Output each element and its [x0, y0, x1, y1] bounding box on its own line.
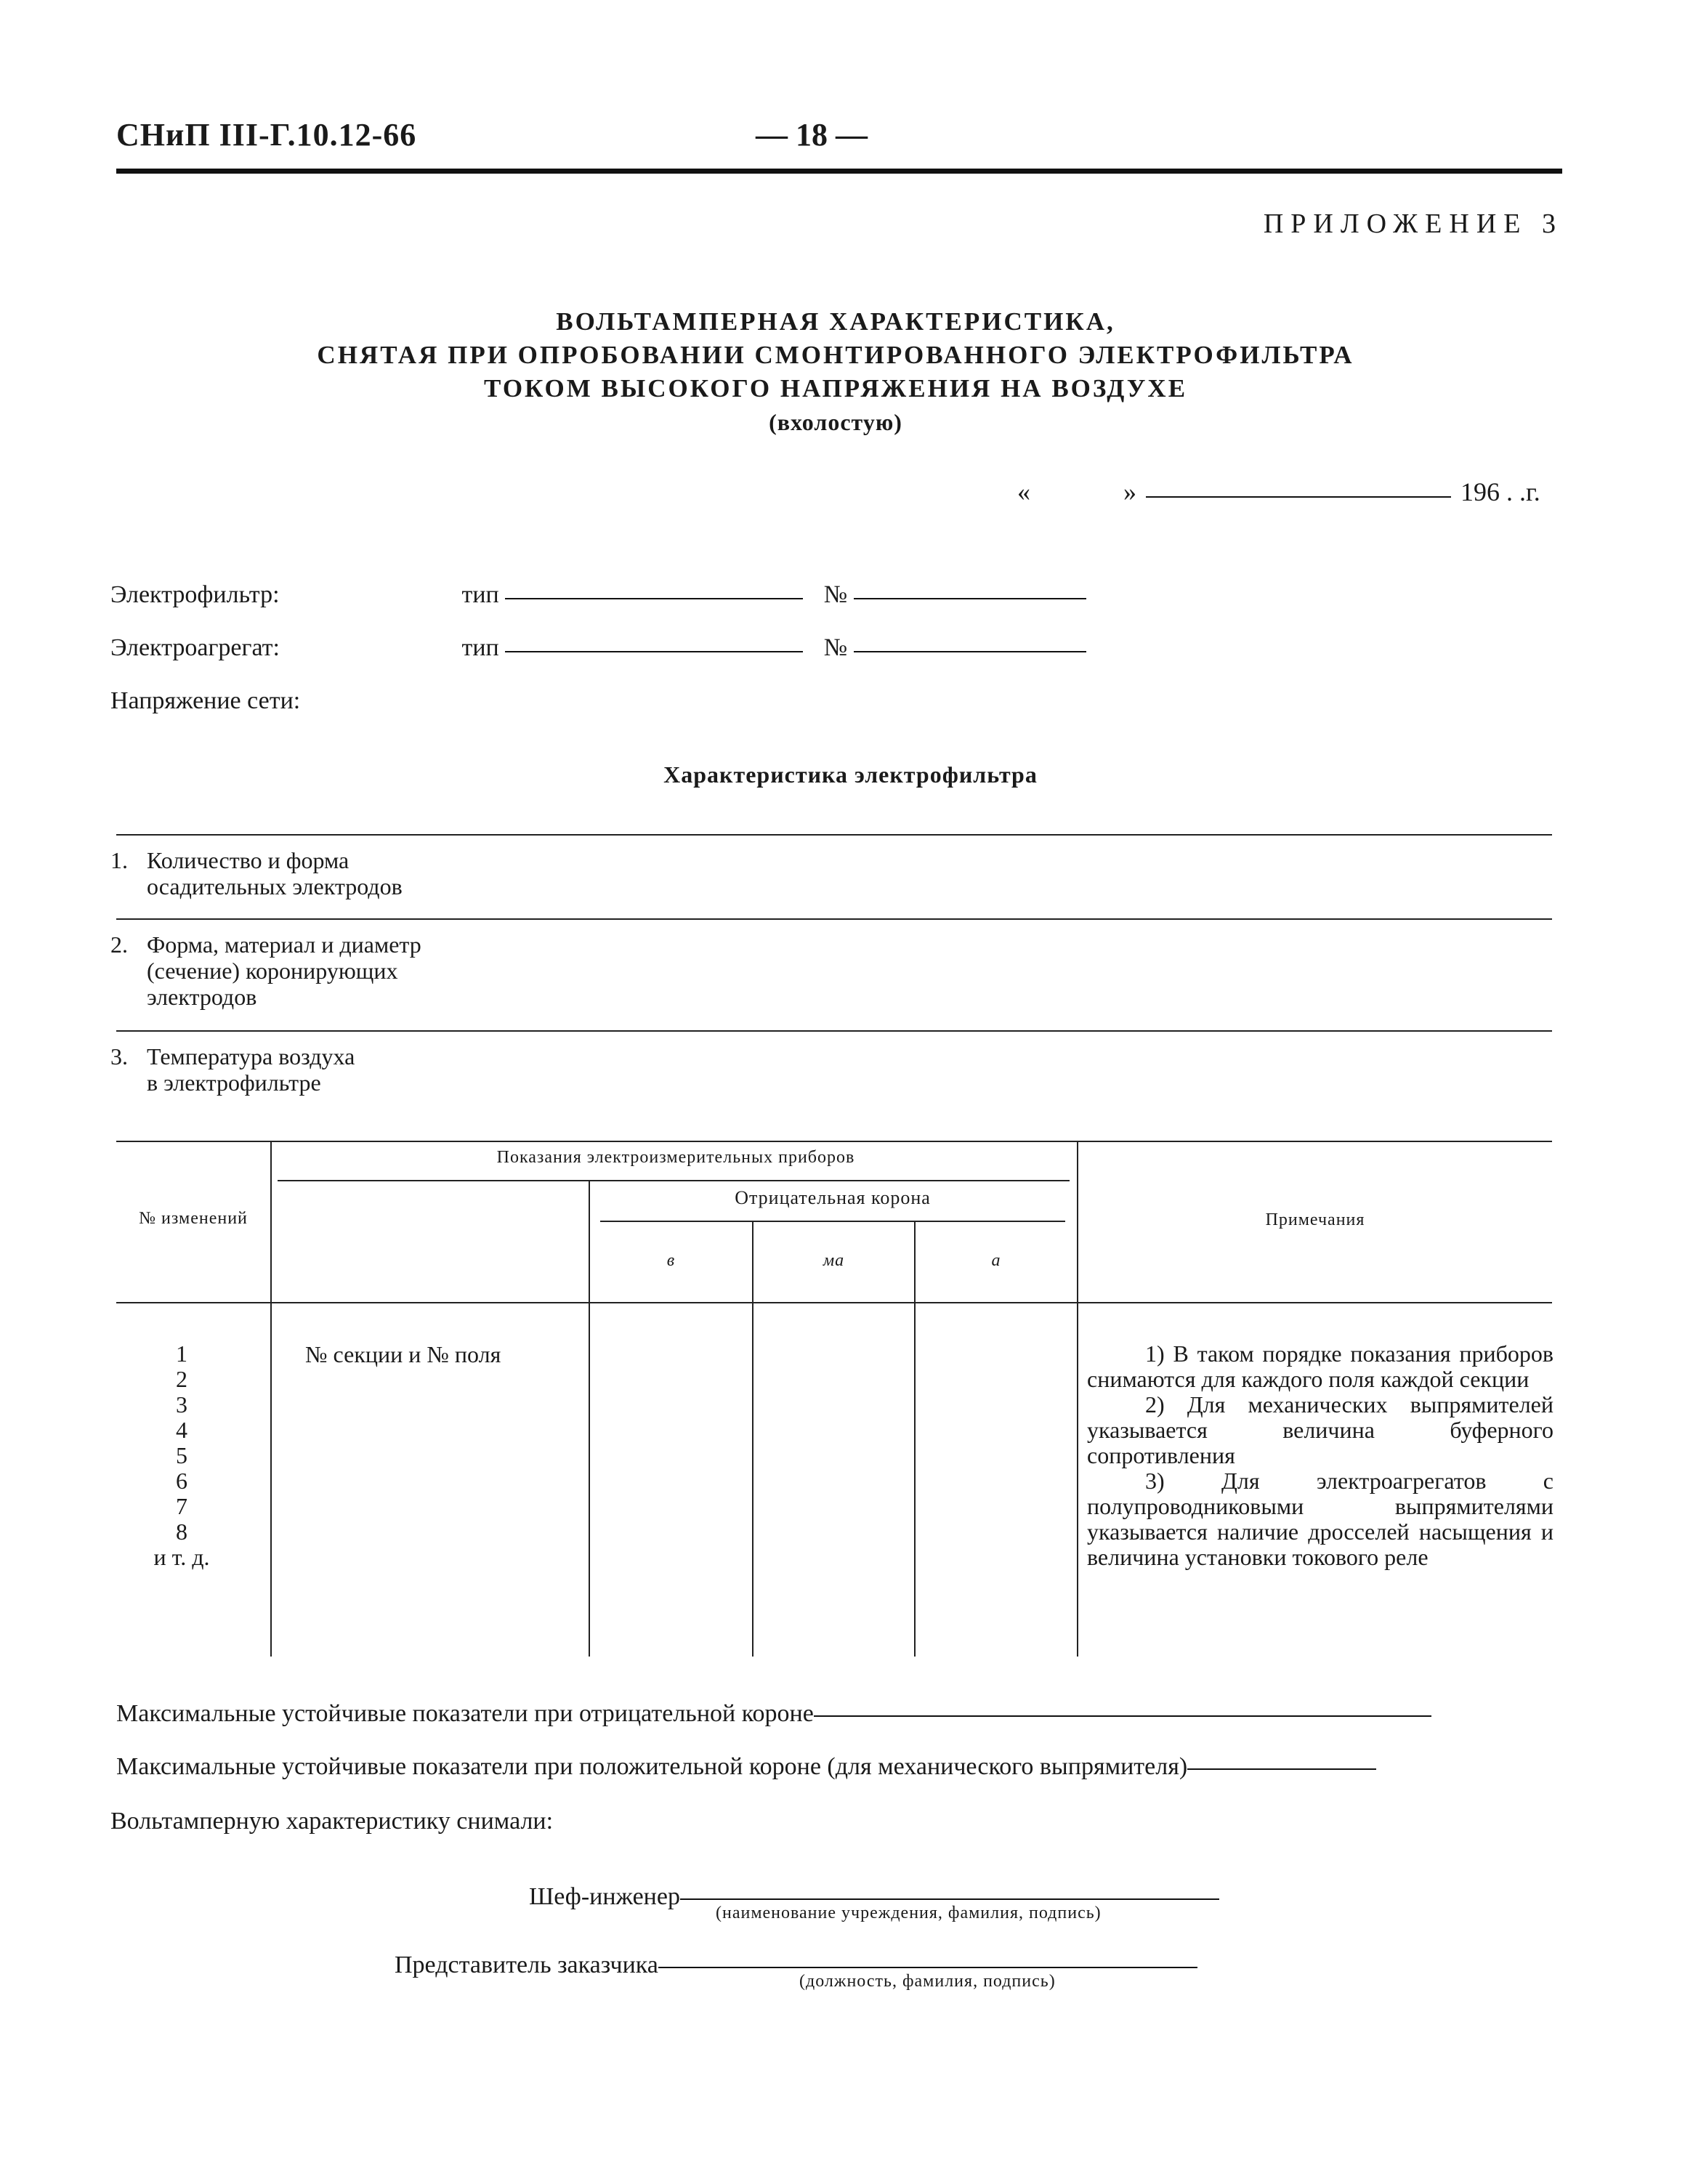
row-number: и т. д.	[153, 1544, 210, 1570]
aggregate-type-blank[interactable]	[505, 651, 803, 652]
char-item-3-line-2: в электрофильтре	[147, 1069, 321, 1096]
appendix-label: ПРИЛОЖЕНИЕ 3	[1263, 209, 1563, 239]
filter-row	[110, 581, 1086, 609]
max-positive-label: Максимальные устойчивые показатели при положительной короне (для механического выпрямителя)	[116, 1753, 1188, 1780]
char-item-1-number: 1.	[110, 847, 128, 873]
filter-num-blank[interactable]	[854, 598, 1086, 599]
char-item-3-line-1: Температура воздуха	[147, 1043, 355, 1069]
title-line-3: ТОКОМ ВЫСОКОГО НАПРЯЖЕНИЯ НА ВОЗДУХЕ	[483, 374, 1188, 403]
aggregate-num-label: №	[823, 634, 848, 661]
date-line	[1017, 477, 1540, 507]
table-top-rule	[116, 1141, 1552, 1142]
col-readings-header: Показания электроизмерительных приборов	[496, 1148, 855, 1167]
max-negative-row	[116, 1700, 1431, 1728]
note-2: 2) Для механических выпрямителей указывается величина буферного сопротивления	[1087, 1391, 1553, 1468]
row-number: 7	[176, 1493, 187, 1519]
aggregate-label: Электроагрегат:	[110, 634, 280, 661]
char-item-2-number: 2.	[110, 931, 128, 958]
voltage-row	[110, 687, 300, 715]
filter-type-blank[interactable]	[505, 598, 803, 599]
header-rule	[116, 169, 1562, 174]
aggregate-row	[110, 634, 1086, 662]
date-year: 196 . .г.	[1460, 477, 1540, 506]
section-field-label: № секции и № поля	[305, 1341, 501, 1367]
row-number: 3	[176, 1391, 187, 1417]
aggregate-num-blank[interactable]	[854, 651, 1086, 652]
table-notes	[1087, 1341, 1553, 1570]
table-vline-1	[270, 1141, 272, 1657]
char-rule-3	[116, 1030, 1552, 1032]
char-item-1	[110, 847, 403, 899]
char-rule-1	[116, 834, 1552, 836]
char-item-2-line-2: (сечение) коронирующих	[147, 958, 398, 984]
max-negative-label: Максимальные устойчивые показатели при отрицательной короне	[116, 1700, 814, 1727]
title-line-2: СНЯТАЯ ПРИ ОПРОБОВАНИИ СМОНТИРОВАННОГО ЭЛЕКТРОФИЛЬТРА	[317, 341, 1354, 369]
row-number: 5	[176, 1442, 187, 1468]
char-item-2-line-1: Форма, материал и диаметр	[147, 931, 421, 958]
col-ma-header: ма	[823, 1251, 845, 1270]
filter-label: Электрофильтр:	[110, 581, 280, 608]
max-negative-blank[interactable]	[814, 1715, 1431, 1717]
row-number: 8	[176, 1518, 187, 1545]
characteristics-title: Характеристика электрофильтра	[663, 761, 1038, 788]
date-close-quote: »	[1123, 477, 1136, 506]
char-item-2-line-3: электродов	[147, 984, 257, 1010]
chief-engineer-signature-blank[interactable]	[680, 1898, 1219, 1900]
date-blank[interactable]	[1146, 496, 1451, 498]
note-1: 1) В таком порядке показания приборов снимаются для каждого поля каждой секции	[1087, 1340, 1553, 1392]
document-code: СНиП III-Г.10.12-66	[116, 117, 417, 153]
note-3: 3) Для электроагрегатов с полупроводниковыми выпрямителями указывается наличие дросселей насыщения и величина установки токового реле	[1087, 1468, 1553, 1570]
table-header-subrule-1	[278, 1180, 1070, 1181]
taken-by-label: Вольтамперную характеристику снимали:	[110, 1808, 554, 1835]
col-a-header: а	[991, 1251, 1001, 1270]
char-item-3-number: 3.	[110, 1043, 128, 1069]
col-notes-header: Примечания	[1265, 1210, 1365, 1229]
row-number: 1	[176, 1340, 187, 1367]
aggregate-type-label: тип	[461, 634, 499, 661]
filter-type-label: тип	[461, 581, 499, 608]
col-changes-header: № изменений	[139, 1209, 248, 1228]
char-item-3	[110, 1043, 355, 1096]
row-number: 6	[176, 1468, 187, 1494]
table-header-subrule-2	[600, 1221, 1065, 1222]
title-line-1: ВОЛЬТАМПЕРНАЯ ХАРАКТЕРИСТИКА,	[556, 307, 1115, 336]
row-number-list	[131, 1341, 233, 1570]
chief-engineer-label: Шеф-инженер	[529, 1883, 680, 1910]
col-negative-corona-header: Отрицательная корона	[735, 1187, 931, 1208]
title-line-4: (вхолостую)	[769, 409, 902, 435]
col-v-header: в	[666, 1251, 676, 1270]
char-rule-2	[116, 918, 1552, 920]
page-number: — 18 —	[756, 117, 868, 153]
row-number: 4	[176, 1417, 187, 1443]
row-number: 2	[176, 1366, 187, 1392]
filter-num-label: №	[823, 581, 848, 608]
max-positive-row	[116, 1753, 1376, 1781]
table-header-bottom-rule	[116, 1302, 1552, 1303]
document-title	[218, 305, 1453, 439]
max-positive-blank[interactable]	[1187, 1768, 1376, 1770]
customer-rep-signature-blank[interactable]	[658, 1967, 1197, 1968]
table-vline-4	[914, 1221, 916, 1657]
table-vline-3	[752, 1221, 753, 1657]
chief-engineer-caption: (наименование учреждения, фамилия, подпись)	[716, 1904, 1102, 1922]
customer-rep-row	[395, 1952, 1197, 1979]
voltage-label: Напряжение сети:	[110, 687, 301, 714]
customer-rep-label: Представитель заказчика	[395, 1952, 658, 1978]
date-open-quote: «	[1017, 477, 1030, 506]
char-item-1-line-1: Количество и форма	[147, 847, 350, 873]
char-item-1-line-2: осадительных электродов	[147, 873, 403, 899]
char-item-2	[110, 931, 421, 1010]
customer-rep-caption: (должность, фамилия, подпись)	[799, 1972, 1056, 1991]
